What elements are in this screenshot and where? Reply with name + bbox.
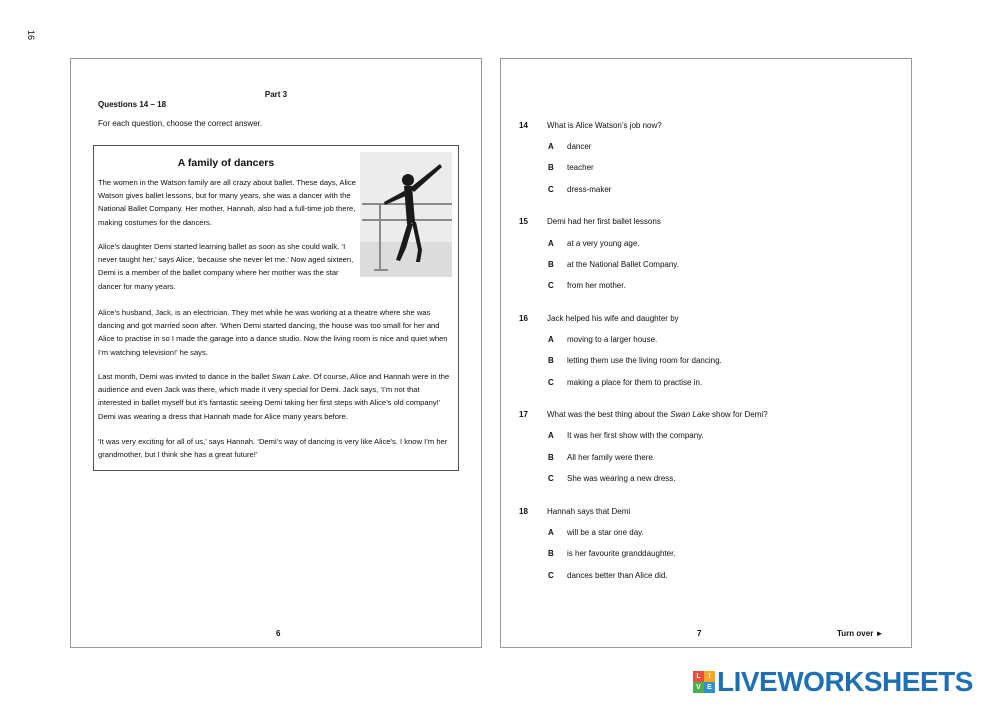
option-letter[interactable]: B	[548, 549, 554, 558]
option-letter[interactable]: C	[548, 185, 554, 194]
option-text[interactable]: dances better than Alice did.	[567, 571, 668, 580]
question-number: 17	[519, 410, 528, 419]
ballet-dancer-illustration	[360, 152, 452, 277]
option-text[interactable]: dancer	[567, 142, 592, 151]
liveworksheets-wordmark: LIVEWORKSHEETS	[717, 666, 973, 697]
option-text[interactable]: She was wearing a new dress.	[567, 474, 676, 483]
question-number: 15	[519, 217, 528, 226]
liveworksheets-logo-icon: L I V E	[693, 671, 715, 693]
option-letter[interactable]: C	[548, 281, 554, 290]
option-text[interactable]: making a place for them to practise in.	[567, 378, 703, 387]
question-number: 14	[519, 121, 528, 130]
side-page-number: 16	[26, 29, 37, 41]
option-letter[interactable]: C	[548, 474, 554, 483]
option-text[interactable]: at the National Ballet Company.	[567, 260, 679, 269]
option-text[interactable]: at a very young age.	[567, 239, 640, 248]
option-text[interactable]: from her mother.	[567, 281, 626, 290]
turn-over-label: Turn over ►	[837, 629, 884, 638]
part-title: Part 3	[264, 90, 288, 99]
page-number: 6	[276, 629, 281, 638]
question-stem: What is Alice Watson’s job now?	[547, 121, 662, 130]
left-page	[70, 58, 482, 648]
passage-title: A family of dancers	[177, 157, 275, 169]
option-letter[interactable]: A	[548, 142, 554, 151]
question-stem: Hannah says that Demi	[547, 507, 631, 516]
question-number: 18	[519, 507, 528, 516]
option-text[interactable]: It was her first show with the company.	[567, 431, 704, 440]
option-letter[interactable]: B	[548, 163, 554, 172]
option-letter[interactable]: A	[548, 335, 554, 344]
option-letter[interactable]: C	[548, 571, 554, 580]
option-text[interactable]: will be a star one day.	[567, 528, 644, 537]
option-letter[interactable]: A	[548, 239, 554, 248]
option-text[interactable]: dress-maker	[567, 185, 612, 194]
question-stem: Jack helped his wife and daughter by	[547, 314, 679, 323]
passage-paragraph: Alice’s husband, Jack, is an electrician. They met while he was working at a theatre where she was dancing and got married soon after. ‘When Demi started dancing, the house was too small for her and Alice to practise in so I made the garage into a dance studio. Now the living room is nice and quiet when I’m watching television!’ he says.	[98, 308, 448, 357]
question-stem: Demi had her first ballet lessons	[547, 217, 661, 226]
option-letter[interactable]: B	[548, 260, 554, 269]
option-text[interactable]: teacher	[567, 163, 594, 172]
option-text[interactable]: All her family were there.	[567, 453, 656, 462]
right-page	[500, 58, 912, 648]
option-letter[interactable]: B	[548, 356, 554, 365]
option-letter[interactable]: B	[548, 453, 554, 462]
question-number: 16	[519, 314, 528, 323]
option-text[interactable]: moving to a larger house.	[567, 335, 658, 344]
passage-paragraph: Alice’s daughter Demi started learning ballet as soon as she could walk. ‘I never taught her,’ says Alice, ‘because she never let me.’ Now aged sixteen, Demi is a member of the ballet company where her mother was the star dancer for many years.	[98, 242, 354, 291]
option-text[interactable]: is her favourite granddaughter.	[567, 549, 676, 558]
option-letter[interactable]: C	[548, 378, 554, 387]
option-letter[interactable]: A	[548, 431, 554, 440]
ballet-dancer-photo	[360, 152, 452, 277]
instruction-text: For each question, choose the correct answer.	[98, 119, 263, 128]
passage-paragraph: The women in the Watson family are all crazy about ballet. These days, Alice Watson gives ballet lessons, but for many years, she was a dancer with the National Ballet Company. Her mother, Hannah, also had a full-time job there, making costumes for the dancers.	[98, 178, 356, 227]
page-number: 7	[697, 629, 702, 638]
question-stem: What was the best thing about the Swan Lake show for Demi?	[547, 410, 768, 419]
passage-paragraph: ‘It was very exciting for all of us,’ says Hannah. ‘Demi’s way of dancing is very like Alice’s. I know I’m her grandmother, but I think she has a great future!’	[98, 437, 448, 460]
reading-passage	[93, 145, 459, 471]
option-letter[interactable]: A	[548, 528, 554, 537]
passage-paragraph: Last month, Demi was invited to dance in the ballet Swan Lake. Of course, Alice and Hannah were in the audience and even Jack was there, which made it very special for Demi. Jack says, ‘I’m not that interested in ballet myself but it’s fantastic seeing Demi taking her first steps with Alice’s old company!’ Demi was wearing a dress that Hannah made for Alice many years before.	[98, 372, 450, 421]
option-text[interactable]: letting them use the living room for dancing.	[567, 356, 722, 365]
questions-range: Questions 14 – 18	[98, 100, 167, 109]
